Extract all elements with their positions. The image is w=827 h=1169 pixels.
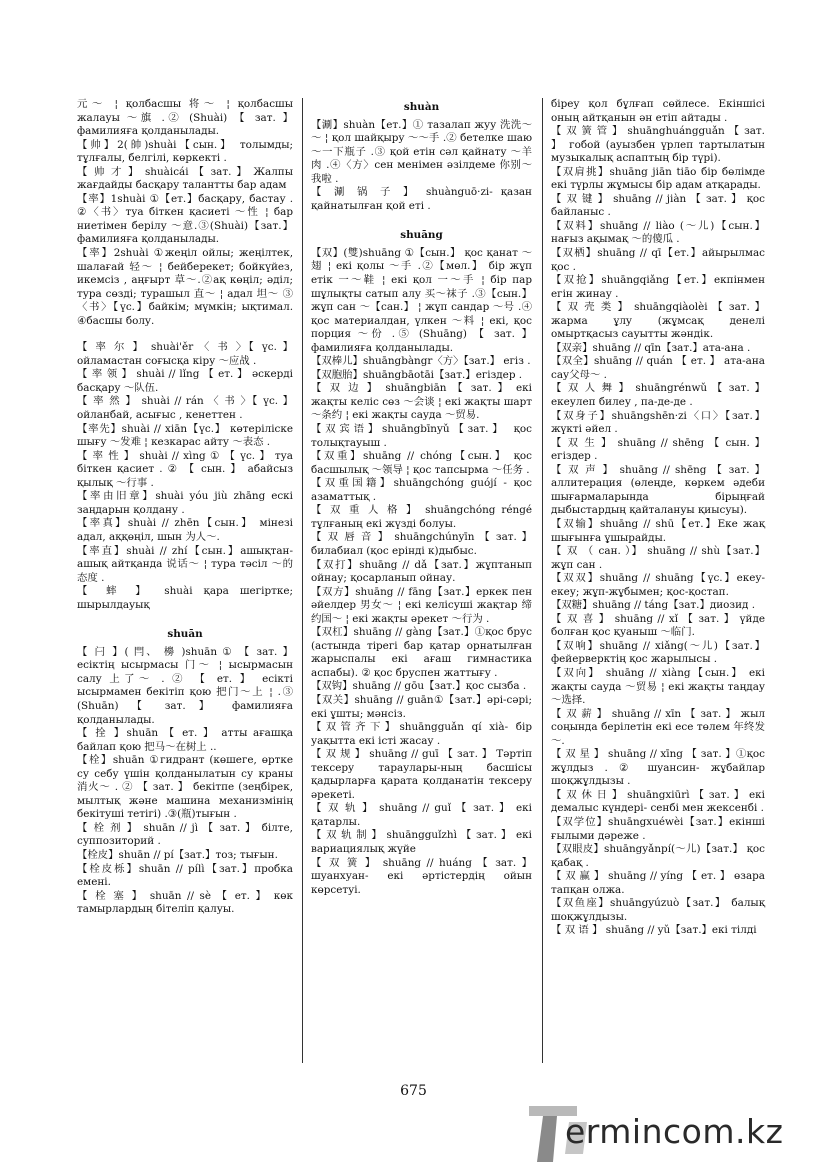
dictionary-entry: 【 双 （ сан. ）】 shuāng // shù【зат.】 жұп сан . [551,545,765,571]
dictionary-entry: 【 双 规 】 shuāng // guī 【 зат. 】 Тәртіп тексеру тараулары-ның басшісы қадырларға қарата қолданатін тексеру әрекеті. [311,748,532,801]
dictionary-entry: 【率由旧章】shuài yóu jiù zhāng ескі заңдарын қолдану . [77,490,293,516]
dictionary-entry: 【双学位】shuāngxuéwèi【зат.】екінші ғылыми дәреже . [551,815,765,842]
page-number: 675 [400,1083,427,1099]
dictionary-entry: 【双方】shuāng // fāng【зат.】еркек пен әйелдер 男女～ ¦ екі келісуші жақтар 缔约国～ ¦ екі жақты әрекет ～行为 . [311,585,532,625]
dictionary-entry: 【 双 簧 】 shuāng // huáng 【 зат. 】 шуанхуан- екі әртістердің ойын көрсетуі. [311,856,532,896]
spacer [77,328,293,341]
logo-text: ermincom.kz [565,1112,784,1151]
dictionary-entry: 【双打】shuāng // dǎ【зат.】жұптанып ойнау; қосарланып ойнау. [311,558,532,585]
dictionary-entry: 【双杠】shuāng // gàng【зат.】①қос брус (астында тірегі бар қатар орнатылған жарыспалы екі ағаш гимнастика аспабы). ② қос бруспен жаттығу . [311,626,532,679]
dictionary-entry: 【 双 星 】 shuāng // xīng 【 зат. 】①қос жұлдыз . ② шуансин- жұбайлар шоқжұлдызы . [551,748,765,788]
dictionary-entry: 【栓皮】shuān // pí【зат.】тоз; тығын. [77,848,278,861]
dictionary-entry: 【 双 休 日 】 shuāngxiūrì 【 зат. 】 екі демалыс күндері- сенбі мен жексенбі . [551,788,765,815]
dictionary-entry: 【双】(雙)shuāng ①【сын.】 қос қанат ～翅 ¦ екі қолы ～手 .②【мөл.】 бір жұп етік 一～鞋 ¦ екі қол 一～手 ¦ бір пар шұлықты сатып алу 买～袜子 .③【сын.】 жұп сан ～【сан.】 ¦ жұп сандар ～号 .④ қос материалдан, үлкен ～料 ¦ екі, қос порция ～份 .⑤ (Shuāng) 【 зат. 】 фамилияға қолданылады. [311,246,532,354]
spacer [77,612,293,625]
dictionary-entry: 【 双 重 人 格 】 shuāngchóng réngé тұлғаның екі жүзді болуы. [311,504,532,530]
dictionary-entry: 【 双 语 】 shuāng // yǔ【зат.】екі тілді [551,924,757,937]
dictionary-entry: 【 双 簧 管 】 shuānghuángguǎn 【 зат. 】 гобой (ауызбен үрлеп тартылатын музыкалық аспаптың бір түрі). [551,125,765,165]
dictionary-entry: 【双关】shuāng // guān①【зат.】әрі-сәрі; екі ұшты; мәнсіз. [311,693,532,720]
dictionary-entry: 【双胞胎】shuāngbāotāi【зат.】егіздер . [311,368,523,381]
dictionary-entry: 【双全】shuāng // quán 【 ет. 】 ата-ана сау父母～ . [551,355,765,381]
dictionary-entry: 【 双 人 舞 】 shuāngrénwǔ 【 зат. 】 екеулеп билеу , па-де-де . [551,382,765,409]
dictionary-entry: 【 栓 剂 】 shuān // jì 【 зат. 】 білте, суппозиторий . [77,821,293,848]
dictionary-entry: 【率】2shuài ①жеңіл ойлы; жеңілтек, шалағай 轻～ ¦ бейберекет; бойкүйез, икемсіз , аңғырт 草～.②ақ көңіл; әділ; тура сөзді; турашыл 直～ ¦ адал 坦～ ③〈书〉【үс.】байкім; мүмкін; ықтимал. ④басшы болу. [77,247,293,327]
column-divider-right [542,98,543,1063]
dictionary-entry: 【双眼皮】shuāngyǎnpí(～儿)【зат.】 қос қабақ . [551,843,765,869]
column-divider-left [302,98,303,1063]
dictionary-entry: 【栓皮栎】shuān // pílì【зат.】пробка емені. [77,862,293,889]
dictionary-entry: біреу қол бұлғап сөйлесе. Екіншісі оның айтқанын ән етіп айтады . [551,98,765,124]
dictionary-entry: 【 双 薪 】 shuāng // xīn 【 зат. 】 жыл соңында берілетін екі есе төлем 年终发～. [551,707,765,747]
spacer [311,213,532,226]
dictionary-entry: 【双响】shuāng // xiǎng(～儿)【зат.】 фейерверктің қос жарылысы . [551,639,765,666]
dictionary-entry: 【栓】shuān ①гидрант (көшеге, өртке су себу үшін қолданылатын су краны 消火～ . ② 【 зат. 】 бекітпе (зеңбірек, мылтық және машина механизмінің бекітуші тетігі) .③(瓶)тығын . [77,754,293,821]
dictionary-entry: 【双栖】shuāng // qī【ет.】айырылмас қос . [551,247,765,273]
dictionary-entry: 【 双 键 】 shuāng // jiàn 【 зат. 】 қос байланыс . [551,192,765,219]
dictionary-entry: 【 蟀 】 shuài қара шегіртке; шырылдауық [77,585,293,611]
dictionary-entry: 【 涮 锅 子 】 shuànguō·zi- қазан қайнатылған қой еті . [311,186,532,212]
dictionary-entry: 【 双 边 】 shuāngbiān 【 зат. 】 екі жақты келіс сөз ～会谈 ¦ екі жақты шарт～条约 ¦ екі жақты сауда ～贸易. [311,382,532,422]
dictionary-entry: 【 双 喜 】 shuāng // xǐ 【 зат. 】 үйде болған қос қуаныш ～临门. [551,612,765,639]
dictionary-entry: 【双管齐下】shuāngguǎn qí xià- бір уақытта екі істі жасау . [311,721,532,747]
dictionary-entry: 【率直】shuài // zhí【сын.】ашықтан-ашық айтқанда 说话～ ¦ тура тәсіл ～的态度 . [77,544,293,584]
dictionary-entry: 【 拴 】shuān 【 ет. 】 атты ағашқа байлап қою 把马～在树上 .. [77,727,293,753]
dictionary-entry: 【 双 轨 制 】 shuāngguǐzhì 【 зат. 】 екі вариациялық жүйе [311,829,532,855]
dictionary-entry: 【 栓 塞 】 shuān // sè 【 ет. 】 көк тамырлардың бітеліп қалуы. [77,889,293,916]
dictionary-entry: 【 双 赢 】 shuāng // yíng 【 ет. 】 өзара тапқан олжа. [551,870,765,896]
dictionary-entry: 【双重】shuāng // chóng【сын.】 қос басшылық ～领导 ¦ қос тапсырма ～任务 . [311,450,532,476]
dictionary-entry: 【 双 生 】 shuāng // shēng 【 сын. 】 егіздер . [551,436,765,463]
dictionary-entry: 【双输】shuāng // shū【ет.】Еке жақ шығынға ұшырайды. [551,517,765,544]
dictionary-entry: 【双重国籍】shuāngchóng guójí - қос азаматтық . [311,477,532,503]
dictionary-entry: 【 率 领 】 shuài // lǐng 【 ет. 】 әскерді басқару ～队伍. [77,368,293,394]
dictionary-entry: 【双宾语】shuāngbīnyǔ【зат.】 қос толықтауыш . [311,423,532,449]
dictionary-entry: 【双身子】shuāngshēn·zi〈口〉【зат.】 жүкті әйел . [551,409,765,436]
dictionary-entry: 【双棒儿】shuāngbàngr〈方〉【зат.】 егіз . [311,355,531,368]
dictionary-entry: 【 率 然 】 shuài // rán 〈 书 〉【 үс. 】 ойланбай, асығыс , кенеттен . [77,395,293,422]
section-heading: shuàn [403,101,440,113]
dictionary-entry: 【双抢】shuāngqiǎng【ет.】екпінмен егін жинау . [551,274,765,300]
dictionary-entry: 【率真】shuài // zhēn【сын.】 мінезі адал, аққөңіл, шын 为人～. [77,517,293,543]
dictionary-column-3 [551,98,765,938]
dictionary-entry: 元～ ¦ қолбасшы 将～ ¦ қолбасшы жалауы ～旗 .② (Shuài) 【 зат. 】 фамилияға қолданылады. [77,98,293,138]
dictionary-entry: 【双钩】shuāng // gōu【зат.】қос сызба . [311,680,527,693]
dictionary-entry: 【双肩挑】shuāng jiān tiāo бір бөлімде екі түрлы жұмысы бір адам атқарады. [551,165,765,192]
termincom-logo [529,1104,819,1164]
dictionary-entry: 【 双 唇 音 】 shuāngchúnyīn 【 зат. 】 билабиал (қос ерінді к)дыбыс. [311,531,532,557]
section-heading: shuāng [400,229,443,242]
dictionary-entry: 【双料】shuāng // liào (～儿)【сын.】 нағыз ақымақ ～的傻瓜 . [551,219,765,246]
dictionary-entry: 【双双】shuāng // shuāng【үс.】екеу-екеу; жұп-жұбымен; қос-қостап. [551,572,765,598]
dictionary-entry: 【涮】shuàn【ет.】① тазалап жуу 洗洗～～ ¦ қол шайқыру ～～手 .② бетелке шаю ～一下瓶子 .③ қой етін сәл қайнату ～羊肉 .④〈方〉сен менімен әзілдеме 你别～我啦 . [311,118,532,185]
dictionary-entry: 【帅】2(帥)shuài【сын.】 толымды; тұлғалы, белгілі, көркекті . [77,138,293,165]
dictionary-entry: 【 双 壳 类 】 shuāngqiàolèi 【 зат. 】 жарма ұлу (жұмсақ денелі омыртқасыз сауытты жәндік. [551,301,765,341]
dictionary-entry: 【双向】 shuāng // xiàng【сын.】 екі жақты сауда ～贸易 ¦ екі жақты таңдау～选择. [551,666,765,707]
dictionary-entry: 【双糖】shuāng // táng【зат.】диозид . [551,599,756,612]
dictionary-entry: 【 帅 才 】 shuàicái 【 зат. 】 Жалпы жағдайды басқару талантты бар адам [77,165,293,192]
dictionary-column-2 [311,98,532,897]
dictionary-entry: 【 率 尔 】 shuài'ěr 〈 书 〉【 үс. 】 ойламастан соғысқа кіру ～应战 . [77,341,293,367]
dictionary-entry: 【双鱼座】shuāngyúzuò【зат.】 балық шоқжұлдызы. [551,897,765,923]
dictionary-entry: 【 双 声 】 shuāng // shēng 【 зат. 】 аллитерация (өлеңде, көркем әдеби шығармаларында бірыңғай дыбыстардың қайталануы қиысуы). [551,463,765,517]
dictionary-entry: 【率先】shuài // xiān【үс.】 көтеріліске шығу ～发难 ¦ кезкарас айту ～表态 . [77,422,293,449]
section-heading: shuān [167,628,203,641]
dictionary-entry: 【双亲】shuāng // qīn【зат.】ата-ана . [551,341,751,354]
dictionary-entry: 【率】1shuài ①【ет.】басқару, бастау . ②〈书〉туа біткен қасиеті ～性 ¦ бар ниетімен берілу ～意.③(Shuài)【зат.】 фамилияға қолданылады. [77,192,293,246]
dictionary-entry: 【 闩 】( 閂、 櫋 )shuān ① 【 зат. 】 есіктің ысырмасы 门～ ¦ ысырмасын салу 上了～ . ② 【 ет. 】 есікті ысырмамен бекітіп қою 把门～上 ¦ .③ (Shuān) 【 зат. 】 фамилияға қолданылады. [77,645,293,726]
dictionary-entry: 【 双 轨 】 shuāng // guǐ 【 зат. 】 екі қатарлы. [311,802,532,828]
dictionary-entry: 【 率 性 】 shuài // xìng ① 【 үс. 】 туа біткен қасиет . ② 【 сын. 】 абайсыз қылық ～行事 . [77,449,293,489]
dictionary-column-1 [77,98,293,917]
